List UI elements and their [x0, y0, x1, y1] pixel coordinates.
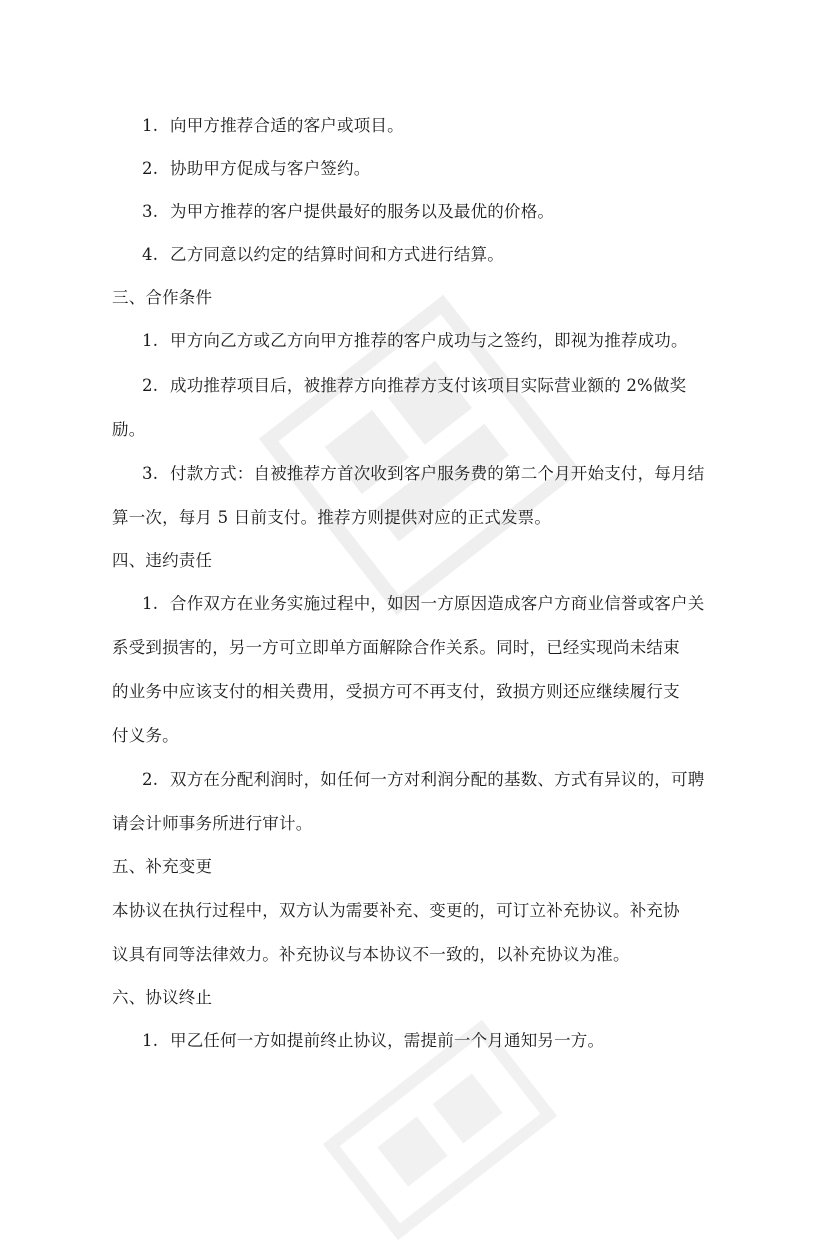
section-heading: 四、违约责任: [112, 551, 213, 570]
list-item: 1. 合作双方在业务实施过程中，如因一方原因造成客户方商业信誉或客户关: [142, 594, 705, 613]
list-item-continuation: 系受到损害的，另一方可立即单方面解除合作关系。同时，已经实现尚未结束: [112, 638, 680, 657]
list-item: 2. 成功推荐项目后，被推荐方向推荐方支付该项目实际营业额的 2%做奖: [142, 376, 687, 395]
list-item: 3. 为甲方推荐的客户提供最好的服务以及最优的价格。: [142, 202, 555, 221]
list-item: 3. 付款方式：自被推荐方首次收到客户服务费的第二个月开始支付，每月结: [142, 464, 705, 483]
list-item-continuation: 励。: [112, 420, 146, 439]
list-item: 1. 甲乙任何一方如提前终止协议，需提前一个月通知另一方。: [142, 1031, 605, 1050]
section-heading: 五、补充变更: [112, 857, 213, 876]
list-item: 2. 双方在分配利润时，如任何一方对利润分配的基数、方式有异议的，可聘: [142, 770, 705, 789]
paragraph-line: 本协议在执行过程中，双方认为需要补充、变更的，可订立补充协议。补充协: [112, 901, 680, 920]
list-item: 1. 向甲方推荐合适的客户或项目。: [142, 116, 404, 135]
list-item: 4. 乙方同意以约定的结算时间和方式进行结算。: [142, 245, 504, 264]
section-heading: 三、合作条件: [112, 288, 213, 307]
paragraph-line: 议具有同等法律效力。补充协议与本协议不一致的，以补充协议为准。: [112, 945, 630, 964]
list-item: 1. 甲方向乙方或乙方向甲方推荐的客户成功与之签约，即视为推荐成功。: [142, 331, 688, 350]
list-item-continuation: 算一次，每月 5 日前支付。推荐方则提供对应的正式发票。: [112, 508, 552, 527]
list-item-continuation: 请会计师事务所进行审计。: [112, 814, 313, 833]
section-heading: 六、协议终止: [112, 988, 213, 1007]
list-item-continuation: 付义务。: [112, 726, 179, 745]
list-item-continuation: 的业务中应该支付的相关费用，受损方可不再支付，致损方则还应继续履行支: [112, 682, 680, 701]
list-item: 2. 协助甲方促成与客户签约。: [142, 159, 371, 178]
